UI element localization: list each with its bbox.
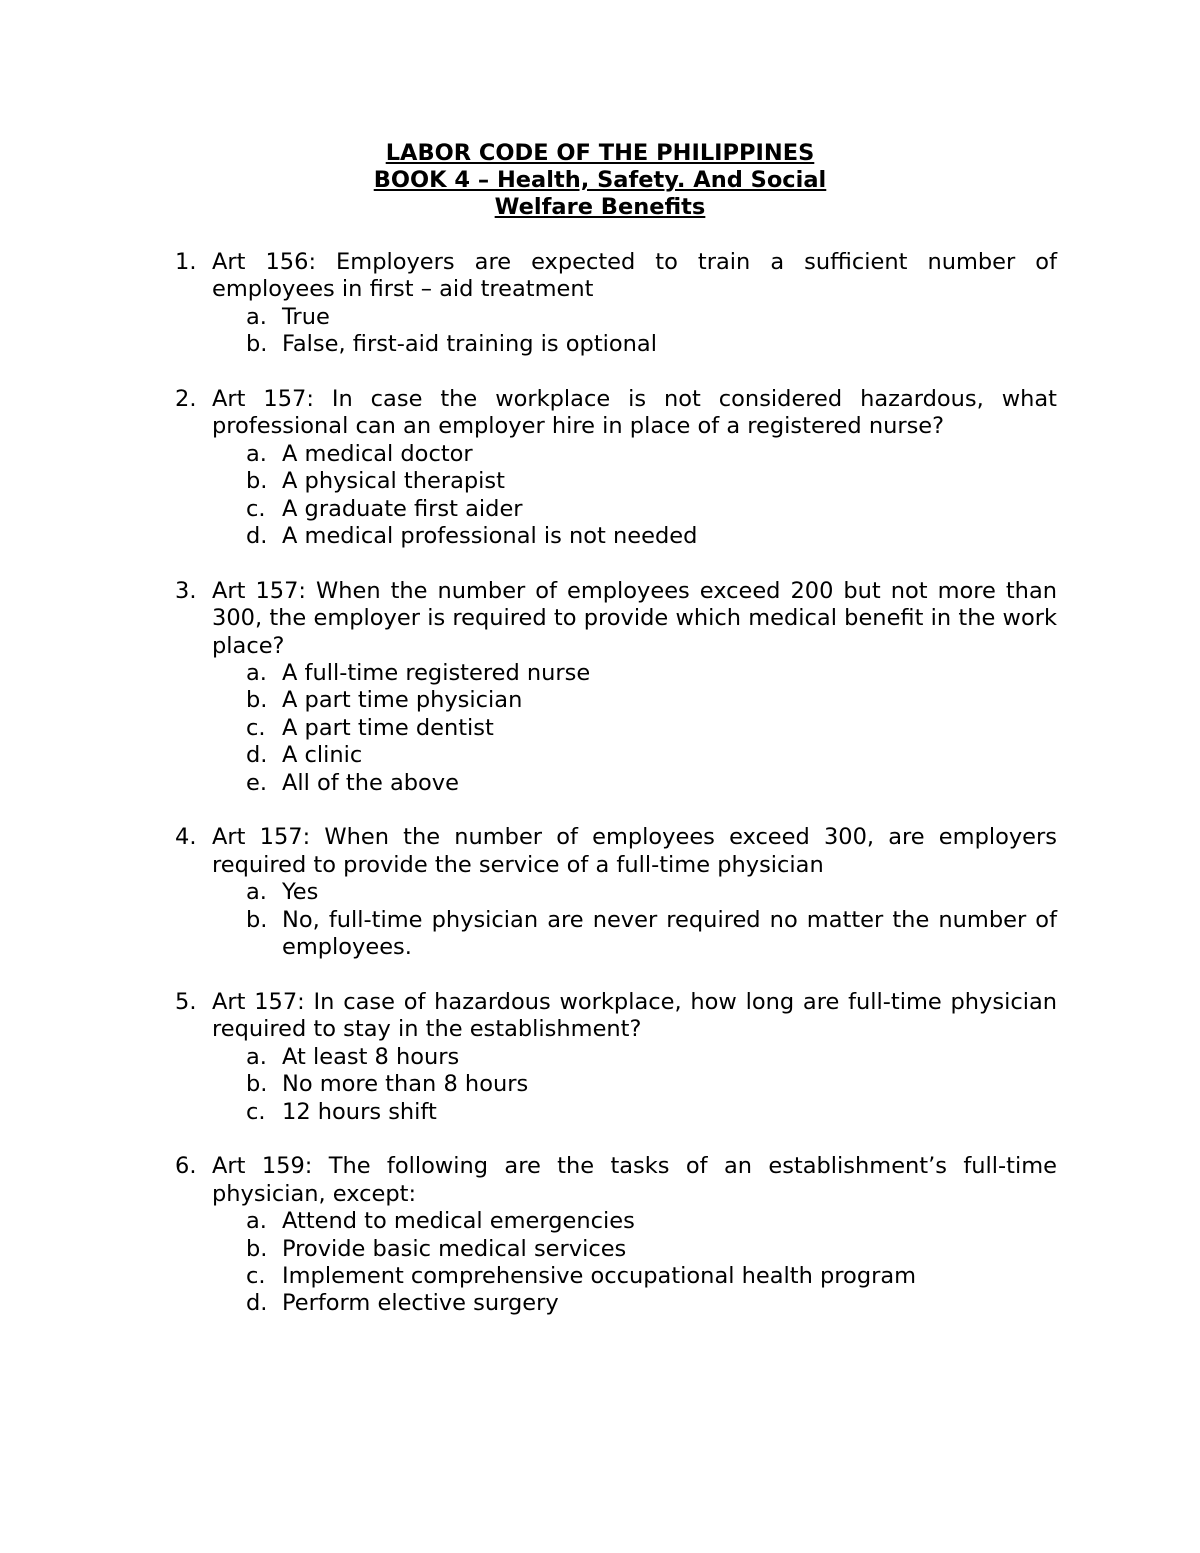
question-list [0, 249, 1200, 1345]
question-text: Art 159: The following are the tasks of an establishment’s full-time physician, except: [212, 1153, 1057, 1207]
option-text: A graduate first aider [282, 495, 523, 522]
question-item [0, 1153, 1200, 1317]
option-text: No, full-time physician are never required no matter the number of employees. [282, 906, 1057, 961]
option-letter: b. [246, 1071, 268, 1098]
question-item [0, 578, 1200, 797]
answer-option [0, 660, 1200, 687]
option-letter: d. [246, 1290, 268, 1317]
option-text: All of the above [282, 769, 459, 796]
option-letter: a. [246, 660, 267, 687]
option-letter: d. [246, 523, 268, 550]
option-text: Yes [282, 879, 319, 906]
title-line-2: BOOK 4 – Health, Safety. And Social [373, 167, 827, 193]
answer-option [0, 523, 1200, 550]
option-list [0, 441, 1200, 551]
question-item [0, 386, 1200, 550]
question-number: 4. [175, 824, 197, 851]
option-text: False, first-aid training is optional [282, 331, 657, 358]
option-letter: b. [246, 331, 268, 358]
answer-option [0, 770, 1200, 797]
option-text: Implement comprehensive occupational health program [282, 1262, 917, 1289]
option-letter: c. [246, 1098, 266, 1125]
question-text: Art 157: When the number of employees exceed 300, are employers required to provide the service of a full-time physician [212, 824, 1057, 878]
answer-option [0, 496, 1200, 523]
answer-option [0, 879, 1200, 906]
answer-option [0, 687, 1200, 714]
option-list [0, 660, 1200, 797]
answer-option [0, 1290, 1200, 1317]
option-text: A part time physician [282, 687, 523, 714]
question-number: 3. [175, 577, 197, 604]
option-letter: b. [246, 906, 268, 933]
question-item [0, 824, 1200, 961]
answer-option [0, 1044, 1200, 1071]
answer-option [0, 441, 1200, 468]
question-item [0, 989, 1200, 1126]
answer-option [0, 304, 1200, 331]
document-title [0, 140, 1200, 221]
option-list [0, 1044, 1200, 1126]
question-text: Art 157: In case of hazardous workplace, how long are full-time physician required to stay in the establishment? [212, 988, 1057, 1043]
answer-option [0, 715, 1200, 742]
answer-option [0, 331, 1200, 358]
option-text: No more than 8 hours [282, 1071, 529, 1098]
answer-option [0, 468, 1200, 495]
question-text: Art 156: Employers are expected to train a sufficient number of employees in first – aid treatment [212, 249, 1057, 303]
title-line-1: LABOR CODE OF THE PHILIPPINES [385, 140, 815, 166]
option-letter: a. [246, 1208, 267, 1235]
option-letter: a. [246, 303, 267, 330]
option-letter: a. [246, 1043, 267, 1070]
option-list [0, 1208, 1200, 1318]
title-line-3: Welfare Benefits [494, 194, 706, 220]
option-letter: b. [246, 468, 268, 495]
option-letter: c. [246, 495, 266, 522]
option-letter: c. [246, 1262, 266, 1289]
option-text: A part time dentist [282, 714, 494, 741]
question-number: 6. [175, 1153, 197, 1180]
option-text: Attend to medical emergencies [282, 1208, 635, 1235]
answer-option [0, 742, 1200, 769]
option-letter: c. [246, 714, 266, 741]
question-text: Art 157: In case the workplace is not considered hazardous, what professional can an employer hire in place of a registered nurse? [212, 386, 1057, 440]
option-text: Provide basic medical services [282, 1235, 627, 1262]
option-text: At least 8 hours [282, 1043, 460, 1070]
option-list [0, 879, 1200, 961]
question-text: Art 157: When the number of employees exceed 200 but not more than 300, the employer is required to provide which medical benefit in the work place? [212, 577, 1057, 659]
option-letter: b. [246, 687, 268, 714]
option-letter: b. [246, 1235, 268, 1262]
option-letter: d. [246, 742, 268, 769]
option-text: A medical doctor [282, 440, 473, 467]
option-text: A physical therapist [282, 468, 505, 495]
option-list [0, 304, 1200, 359]
question-number: 5. [175, 988, 197, 1015]
option-text: Perform elective surgery [282, 1290, 559, 1317]
question-number: 2. [175, 386, 197, 413]
option-text: A medical professional is not needed [282, 523, 698, 550]
question-number: 1. [175, 249, 197, 275]
answer-option [0, 1263, 1200, 1290]
answer-option [0, 1208, 1200, 1235]
question-item [0, 249, 1200, 359]
option-text: A clinic [282, 742, 363, 769]
option-text: A full-time registered nurse [282, 660, 591, 687]
answer-option [0, 1071, 1200, 1098]
option-text: 12 hours shift [282, 1098, 437, 1125]
answer-option [0, 907, 1200, 962]
answer-option [0, 1236, 1200, 1263]
answer-option [0, 1099, 1200, 1126]
option-letter: a. [246, 879, 267, 906]
option-letter: a. [246, 440, 267, 467]
option-text: True [282, 303, 330, 330]
option-letter: e. [246, 769, 267, 796]
